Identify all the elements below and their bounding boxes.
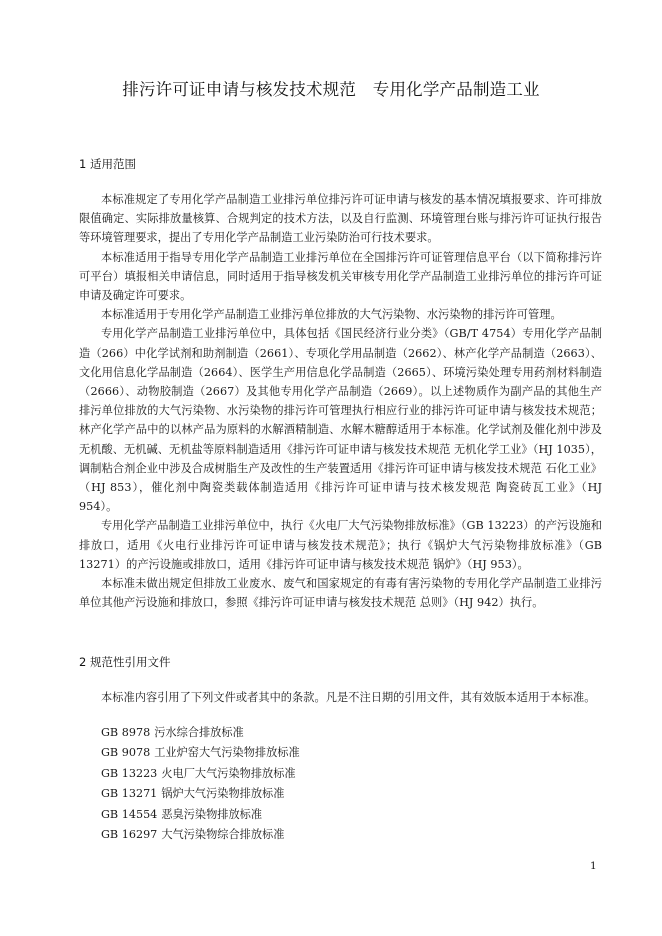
section-1-heading: 1 适用范围 xyxy=(79,157,136,171)
reference-code: GB 13223 xyxy=(101,766,158,780)
section-1-paragraph-4: 专用化学产品制造工业排污单位中，具体包括《国民经济行业分类》（GB/T 4754）专用化学产品制造（266）中化学试剂和助剂制造（2661）、专项化学用品制造（2662）、林产化学产品制造（2663）、文化用信息化学品制造（2664）、医学生产用信息化学品制造（2665）、环境污染处理专用药剂材料制造（2666）、动物胶制造（2667）及其他专用化学产品制造（2669）。以上述物质作为副产品的其他生产排污单位排放的大气污染物、水污染物的排污许可管理执行相应行业的排污许可证申请与核发技术规范；林产化学产品中的以林产品为原料的水解酒精制造、水解木糖醇适用于本标准。化学试剂及催化剂中涉及无机酸、无机碱、无机盐等原料制造适用《排污许可证申请与核发技术规范 无机化学工业》（HJ 1035），调制粘合剂企业中涉及合成树脂生产及改性的生产装置适用《排污许可证申请与核发技术规范 石化工业》（HJ 853），催化剂中陶瓷类载体制造适用《排污许可证申请与技术核发规范 陶瓷砖瓦工业》（HJ 954）。 xyxy=(79,327,602,514)
reference-item xyxy=(101,825,300,845)
reference-code: GB 13271 xyxy=(101,787,158,801)
reference-name: 锅炉大气污染物排放标准 xyxy=(161,787,285,801)
section-1-paragraph-2: 本标准适用于指导专用化学产品制造工业排污单位在全国排污许可证管理信息平台（以下简称排污许可平台）填报相关申请信息，同时适用于指导核发机关审核专用化学产品制造工业排污单位的排污许可证申请及确定许可要求。 xyxy=(79,250,602,303)
reference-name: 污水综合排放标准 xyxy=(154,726,244,739)
page-title: 排污许可证申请与核发技术规范 专用化学产品制造工业 xyxy=(122,80,540,99)
reference-name: 恶臭污染物排放标准 xyxy=(161,807,263,821)
reference-code: GB 9078 xyxy=(101,746,151,760)
reference-name: 火电厂大气污染物排放标准 xyxy=(161,766,296,780)
section-1-paragraph-6: 本标准未做出规定但排放工业废水、废气和国家规定的有毒有害污染物的专用化学产品制造工业排污单位其他产污设施和排放口，参照《排污许可证申请与核发技术规范 总则》（HJ 942）执行。 xyxy=(79,577,602,610)
reference-code: GB 14554 xyxy=(101,807,158,821)
reference-code: GB 16297 xyxy=(101,828,158,842)
reference-list xyxy=(101,723,300,845)
reference-item xyxy=(101,723,300,743)
section-2-heading: 2 规范性引用文件 xyxy=(79,655,171,669)
reference-item xyxy=(101,784,300,804)
section-2-intro xyxy=(79,688,602,707)
section-1-paragraph-3: 本标准适用于专用化学产品制造工业排污单位排放的大气污染物、水污染物的排污许可管理。 xyxy=(101,308,562,322)
section-1-paragraph-1: 本标准规定了专用化学产品制造工业排污单位排污许可证申请与核发的基本情况填报要求、许可排放限值确定、实际排放量核算、合规判定的技术方法，以及自行监测、环境管理台账与排污许可证执行报告等环境管理要求，提出了专用化学产品制造工业污染防治可行技术要求。 xyxy=(79,193,602,245)
reference-code: GB 8978 xyxy=(101,726,151,739)
reference-name: 大气污染物综合排放标准 xyxy=(161,828,285,842)
reference-item xyxy=(101,764,300,784)
section-2-intro-paragraph: 本标准内容引用了下列文件或者其中的条款。凡是不注日期的引用文件，其有效版本适用于本标准。 xyxy=(101,691,596,704)
reference-item xyxy=(101,805,300,825)
reference-item xyxy=(101,743,300,763)
section-1-paragraph-5: 专用化学产品制造工业排污单位中，执行《火电厂大气污染物排放标准》（GB 13223）的产污设施和排放口，适用《火电行业排污许可证申请与核发技术规范》；执行《锅炉大气污染物排放标准》（GB 13271）的产污设施或排放口，适用《排污许可证申请与核发技术规范 锅炉》（HJ 953）。 xyxy=(79,519,602,571)
page-number: 1 xyxy=(590,860,597,872)
section-1-body xyxy=(79,190,602,612)
reference-name: 工业炉窑大气污染物排放标准 xyxy=(154,746,300,760)
